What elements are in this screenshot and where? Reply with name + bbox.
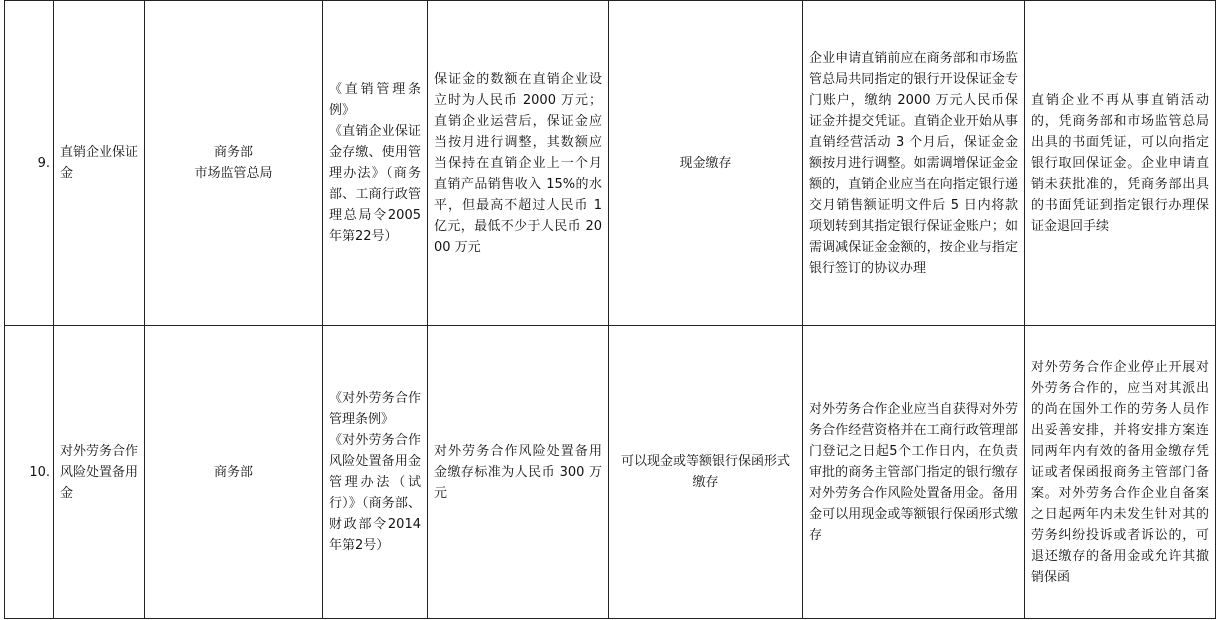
refund-process: 对外劳务合作企业停止开展对外劳务合作的，应当对其派出的尚在国外工作的劳务人员作出妥善安排，并将安排方案连同两年内有效的备用金缴存凭证或者保函报商务主管部门备案。对外劳务合作企业自备案之日起两年内未发生针对其的劳务纠纷投诉或者诉讼的，可退还缴存的备用金或允许其撤销保函 bbox=[1025, 326, 1216, 619]
deposit-standard: 对外劳务合作风险处置备用金缴存标准为人民币 300 万元 bbox=[428, 326, 609, 619]
legal-basis: 《对外劳务合作管理条例》 《对外劳务合作风险处置备用金管理办法（试行）》（商务部、财政部令2014年第2号） bbox=[323, 326, 428, 619]
legal-basis: 《直销管理条例》 《直销企业保证金存缴、使用管理办法》（商务部、工商行政管理总局令2005年第22号） bbox=[323, 1, 428, 326]
refund-process: 直销企业不再从事直销活动的，凭商务部和市场监管总局出具的书面凭证，可以向指定银行取回保证金。企业申请直销未获批准的，凭商务部出具的书面凭证到指定银行办理保证金退回手续 bbox=[1025, 1, 1216, 326]
department: 商务部 市场监管总局 bbox=[145, 1, 323, 326]
department: 商务部 bbox=[145, 326, 323, 619]
row-number: 10. bbox=[5, 326, 54, 619]
deposit-process: 对外劳务合作企业应当自获得对外劳务合作经营资格并在工商行政管理部门登记之日起5个工作日内，在负责审批的商务主管部门指定的银行缴存对外劳务合作风险处置备用金。备用金可以用现金或等额银行保函形式缴存 bbox=[803, 326, 1025, 619]
deposit-method: 可以现金或等额银行保函形式缴存 bbox=[609, 326, 803, 619]
item-name: 对外劳务合作风险处置备用金 bbox=[54, 326, 145, 619]
deposit-table bbox=[4, 0, 1216, 619]
deposit-method: 现金缴存 bbox=[609, 1, 803, 326]
table-row bbox=[5, 1, 1216, 326]
deposit-standard: 保证金的数额在直销企业设立时为人民币 2000 万元；直销企业运营后，保证金应当按月进行调整，其数额应当保持在直销企业上一个月直销产品销售收入 15%的水平，但最高不超过人民币 1 亿元，最低不少于人民币 2000 万元 bbox=[428, 1, 609, 326]
item-name: 直销企业保证金 bbox=[54, 1, 145, 326]
deposit-process: 企业申请直销前应在商务部和市场监管总局共同指定的银行开设保证金专门账户，缴纳 2000 万元人民币保证金并提交凭证。直销企业开始从事直销经营活动 3 个月后，保证金金额按月进行调整。如需调增保证金金额的，直销企业应当在向指定银行递交月销售额证明文件后 5 日内将款项划转到其指定银行保证金账户；如需调减保证金金额的，按企业与指定银行签订的协议办理 bbox=[803, 1, 1025, 326]
table-row bbox=[5, 326, 1216, 619]
row-number: 9. bbox=[5, 1, 54, 326]
